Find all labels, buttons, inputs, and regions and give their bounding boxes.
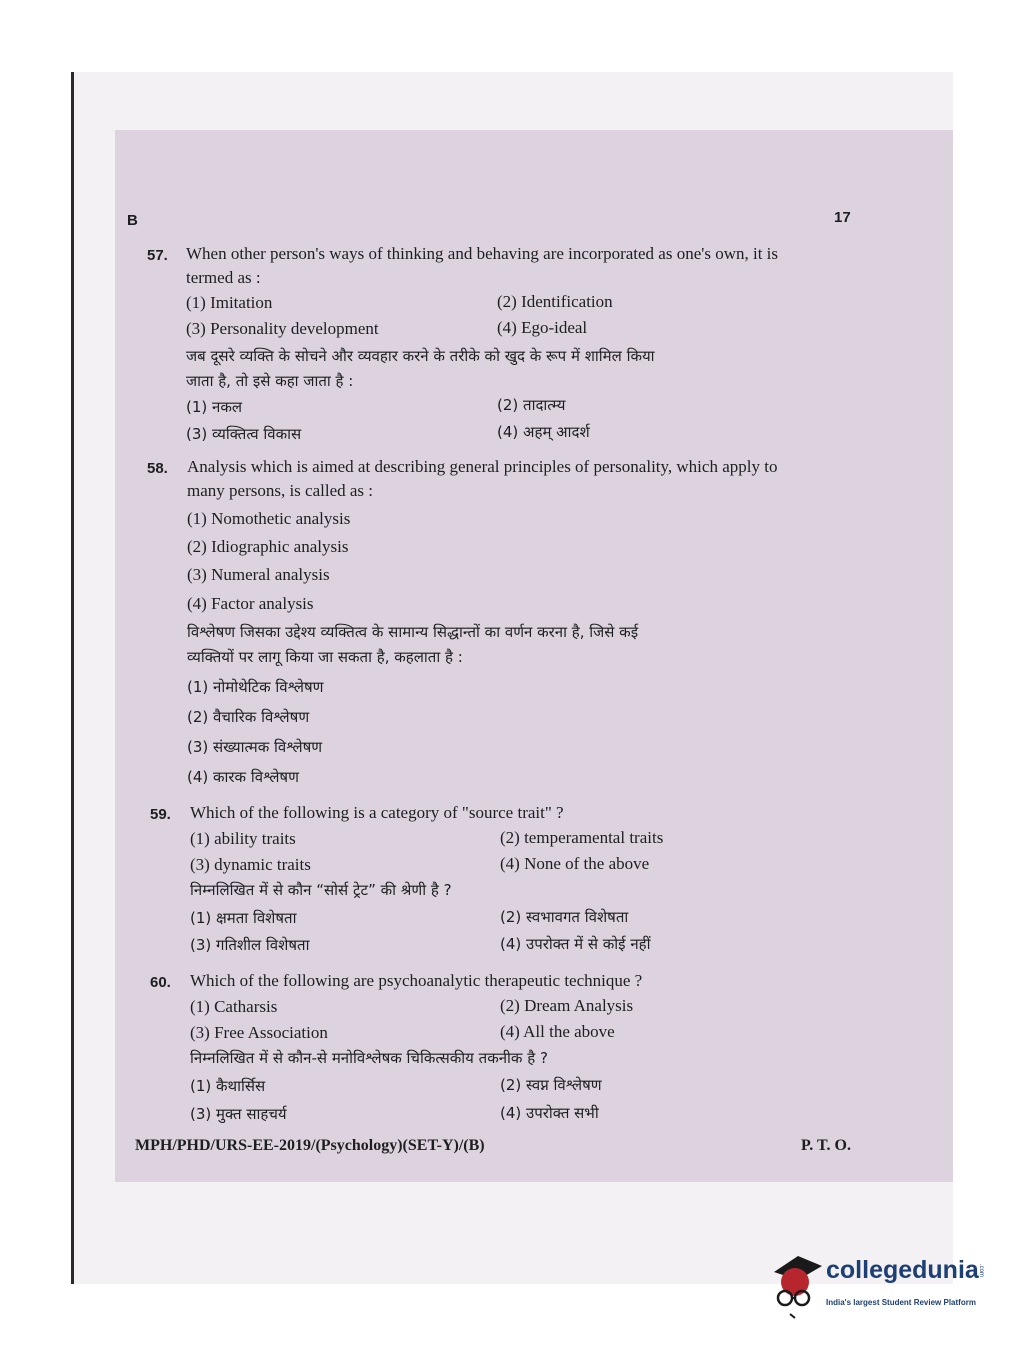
option-en: (4) Ego-ideal [497, 318, 588, 337]
option-hindi: (4) अहम् आदर्श [497, 423, 590, 441]
option-hindi: (4) उपरोक्त सभी [500, 1104, 599, 1122]
option-hindi: (2) वैचारिक विश्लेषण [187, 708, 310, 726]
option-en: (2) Identification [497, 292, 613, 311]
option-en: (2) Dream Analysis [500, 996, 634, 1015]
question-text: Analysis which is aimed at describing general principles of personality, which apply to [187, 457, 778, 476]
option-en: (2) Idiographic analysis [187, 537, 349, 556]
question-number: 57. [147, 247, 168, 264]
option-hindi: (2) तादात्म्य [497, 396, 566, 414]
option-hindi: (1) नकल [186, 398, 243, 416]
option-hindi: (2) स्वप्न विश्लेषण [500, 1076, 602, 1094]
logo-suffix: .com [978, 1264, 984, 1278]
set-letter: B [127, 212, 138, 229]
page-number: 17 [834, 209, 851, 226]
option-hindi: (4) उपरोक्त में से कोई नहीं [500, 935, 651, 953]
question-text-hindi: जब दूसरे व्यक्ति के सोचने और व्यवहार करने के तरीके को खुद के रूप में शामिल किया [186, 347, 655, 365]
question-text: When other person's ways of thinking and behaving are incorporated as one's own, it is [186, 244, 779, 263]
question-text-hindi: व्यक्तियों पर लागू किया जा सकता है, कहलाता है : [187, 648, 463, 666]
question-text: Which of the following are psychoanalytic therapeutic technique ? [190, 971, 643, 990]
question-number: 58. [147, 460, 168, 477]
option-en: (3) Free Association [190, 1023, 328, 1042]
option-en: (4) Factor analysis [187, 594, 314, 613]
scan-edge [71, 72, 74, 1284]
collegedunia-logo [768, 1250, 998, 1320]
option-en: (2) temperamental traits [500, 828, 664, 847]
option-en: (4) All the above [500, 1022, 615, 1041]
option-hindi: (1) क्षमता विशेषता [190, 909, 297, 927]
option-hindi: (3) व्यक्तित्व विकास [186, 425, 302, 443]
question-text-hindi: निम्नलिखित में से कौन “सोर्स ट्रेट” की श्रेणी है ? [190, 881, 452, 899]
option-hindi: (3) मुक्त साहचर्य [190, 1105, 287, 1123]
question-text: termed as : [186, 268, 261, 287]
logo-wordmark: collegedunia [826, 1256, 979, 1284]
question-number: 59. [150, 806, 171, 823]
option-hindi: (1) कैथार्सिस [190, 1077, 266, 1095]
option-en: (1) Nomothetic analysis [187, 509, 351, 528]
mascot-icon [768, 1250, 824, 1320]
paper-code: MPH/PHD/URS-EE-2019/(Psychology)(SET-Y)/(B) [135, 1137, 485, 1154]
option-hindi: (1) नोमोथेटिक विश्लेषण [187, 678, 324, 696]
option-en: (1) Catharsis [190, 997, 278, 1016]
option-hindi: (3) गतिशील विशेषता [190, 936, 310, 954]
option-hindi: (4) कारक विश्लेषण [187, 768, 299, 786]
option-en: (1) Imitation [186, 293, 273, 312]
question-text-hindi: निम्नलिखित में से कौन-से मनोविश्लेषक चिकित्सकीय तकनीक है ? [190, 1049, 548, 1067]
option-en: (3) Personality development [186, 319, 379, 338]
option-en: (4) None of the above [500, 854, 650, 873]
question-number: 60. [150, 974, 171, 991]
logo-tagline: India's largest Student Review Platform [826, 1298, 976, 1307]
question-text-hindi: जाता है, तो इसे कहा जाता है : [186, 372, 354, 390]
option-en: (3) dynamic traits [190, 855, 311, 874]
pto-label: P. T. O. [801, 1137, 851, 1154]
option-en: (3) Numeral analysis [187, 565, 330, 584]
option-en: (1) ability traits [190, 829, 296, 848]
question-text: many persons, is called as : [187, 481, 374, 500]
option-hindi: (2) स्वभावगत विशेषता [500, 908, 629, 926]
question-text-hindi: विश्लेषण जिसका उद्देश्य व्यक्तित्व के सामान्य सिद्धान्तों का वर्णन करना है, जिसे कई [187, 623, 639, 641]
option-hindi: (3) संख्यात्मक विश्लेषण [187, 738, 323, 756]
question-text: Which of the following is a category of "source trait" ? [190, 803, 564, 822]
